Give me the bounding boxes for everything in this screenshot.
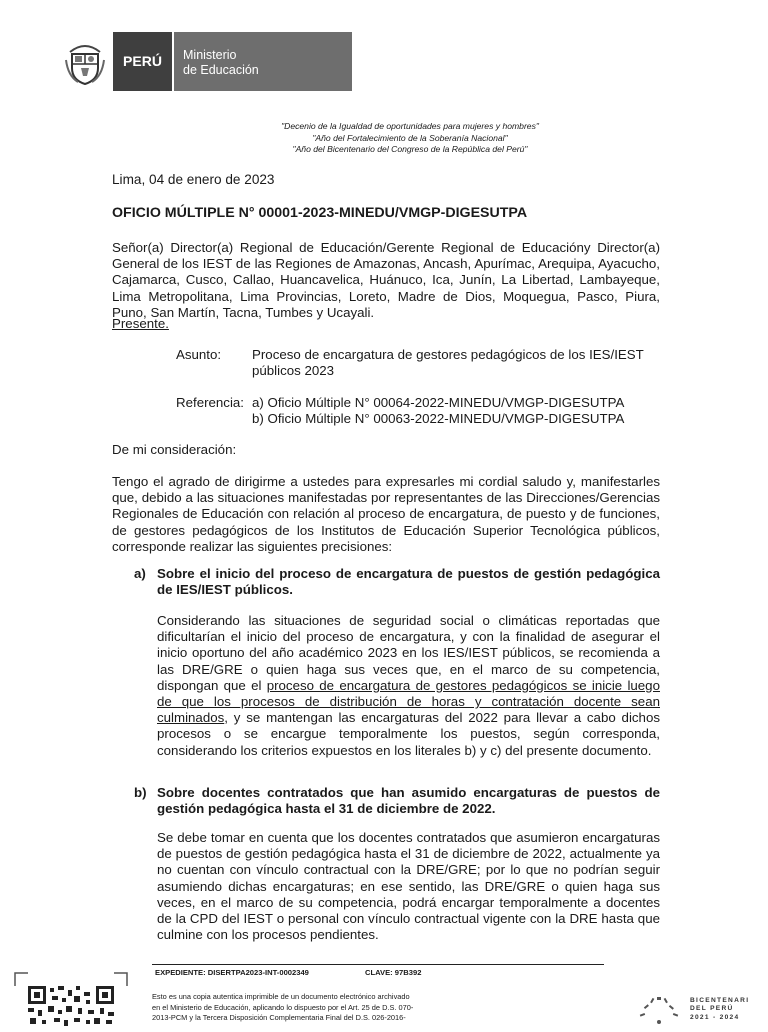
authenticity-note-line: 2013-PCM y la Tercera Disposición Complementaria Final del D.S. 026-2016- [152,1013,406,1022]
verification-key: CLAVE: 97B392 [365,968,422,977]
intro-paragraph: Tengo el agrado de dirigirme a ustedes para expresarles mi cordial saludo y, manifestarles que, debido a las situaciones manifestadas por representantes de las Direcciones/Gerencias Regionales de Educación con relación al proceso de encargatura, de puesto y de funciones, de gestores pedagógicos de los Institutos de Educación Superior Tecnológica públicos, corresponde realizar las siguientes precisiones: [112,474,660,554]
bicentennial-line: BICENTENARI [690,997,750,1004]
reference-item: b) Oficio Múltiple N° 00063-2022-MINEDU/VMGP-DIGESUTPA [252,411,625,427]
section-a-text-end: , y se mantengan las encargaturas del 2022 para llevar a cabo dichos procesos o se encargue temporalmente los puestos, según corresponda, considerando los criterios expuestos en los literales b) y c) del presente documento. [157,710,660,758]
document-date: Lima, 04 de enero de 2023 [112,172,275,187]
footer-divider [152,964,604,965]
section-a-text-start: Considerando las situaciones de seguridad social o climáticas reportadas que dificultarían el inicio del proceso de encargatura, y con la finalidad de asegurar el inicio oportuno del año académico 2023 en los IES/IEST públicos, se recomienda a las DRE/GRE o quien haga sus veces que, en el marco de su competencia, dispongan que el [157,613,660,693]
ministry-name-line1: Ministerio [183,48,237,62]
authenticity-note-line: en el Ministerio de Educación, aplicando lo dispuesto por el Art. 25 de D.S. 070- [152,1002,414,1012]
presente-line: Presente. [112,316,169,331]
reference-list [252,395,624,427]
section-a-title: Sobre el inicio del proceso de encargatura de puestos de gestión pedagógica de IES/IEST públicos. [157,566,660,598]
section-a-body [157,613,660,759]
reference-label: Referencia: [176,395,244,410]
country-label: PERÚ [123,53,162,69]
ministry-logo-block [174,32,352,91]
bicentennial-logo-icon [636,990,682,1030]
reference-item: a) Oficio Múltiple N° 00064-2022-MINEDU/VMGP-DIGESUTPA [252,395,625,410]
year-line: "Año del Fortalecimiento de la Soberanía Nacional" [312,132,508,143]
file-number: EXPEDIENTE: DISERTPA2023-INT-0002349 [155,968,309,977]
qr-code-icon [28,986,114,1026]
section-b-title: Sobre docentes contratados que han asumido encargaturas de puestos de gestión pedagógica hasta el 31 de diciembre de 2022. [157,785,660,817]
decade-line: "Decenio de la Igualdad de oportunidades para mujeres y hombres" [281,121,539,131]
section-a-letter: a) [134,566,146,581]
ministry-name-line2: de Educación [183,63,259,77]
authenticity-note [152,992,482,1024]
section-b-letter: b) [134,785,147,800]
bicentennial-text [690,997,749,1022]
section-a-underlined-text: proceso de encargatura de gestores pedagógicos se inicie luego de que los procesos de distribución de horas y contratación docente sean culminados [157,677,660,726]
bicentennial-years: 2021 - 2024 [690,1013,740,1021]
document-title: OFICIO MÚLTIPLE N° 00001-2023-MINEDU/VMGP-DIGESUTPA [112,205,528,221]
recipient-block: Señor(a) Director(a) Regional de Educación/Gerente Regional de Educacióny Director(a) General de los IEST de las Regiones de Amazonas, Ancash, Apurímac, Arequipa, Ayacucho, Cajamarca, Cusco, Callao, Huancavelica, Huánuco, Ica, Junín, La Libertad, Lambayeque, Lima Metropolitana, Lima Provincias, Loreto, Madre de Dios, Moquegua, Pasco, Piura, Puno, San Martín, Tacna, Tumbes y Ucayali. [112,240,660,320]
coat-of-arms-logo [64,38,106,86]
decade-year-names [180,121,640,156]
authenticity-note-line: Esto es una copia autentica imprimible de un documento electrónico archivado [152,992,410,1001]
bicentennial-line: "Año del Bicentenario del Congreso de la República del Perú" [292,144,528,154]
peru-logo-block [113,32,172,91]
greeting: De mi consideración: [112,442,237,457]
section-b-body: Se debe tomar en cuenta que los docentes contratados que asumieron encargaturas de puestos de gestión pedagógica hasta el 31 de diciembre de 2022, actualmente ya no cuentan con vínculo contractual con la DRE/GRE; por lo que no podrían seguir asumiendo dichas encargaturas; en ese sentido, las DRE/GRE o quien haga sus veces, en el marco de su competencia, podrá encargar temporalmente a docentes de la CPD del IEST o personal con vínculo contractual vigente con la DRE hasta que culmine con los procesos pendientes. [157,830,660,943]
subject-label: Asunto: [176,347,222,362]
subject-text: Proceso de encargatura de gestores pedagógicos de los IES/IEST públicos 2023 [252,347,644,379]
bicentennial-line: DEL PERÚ [690,1005,734,1013]
